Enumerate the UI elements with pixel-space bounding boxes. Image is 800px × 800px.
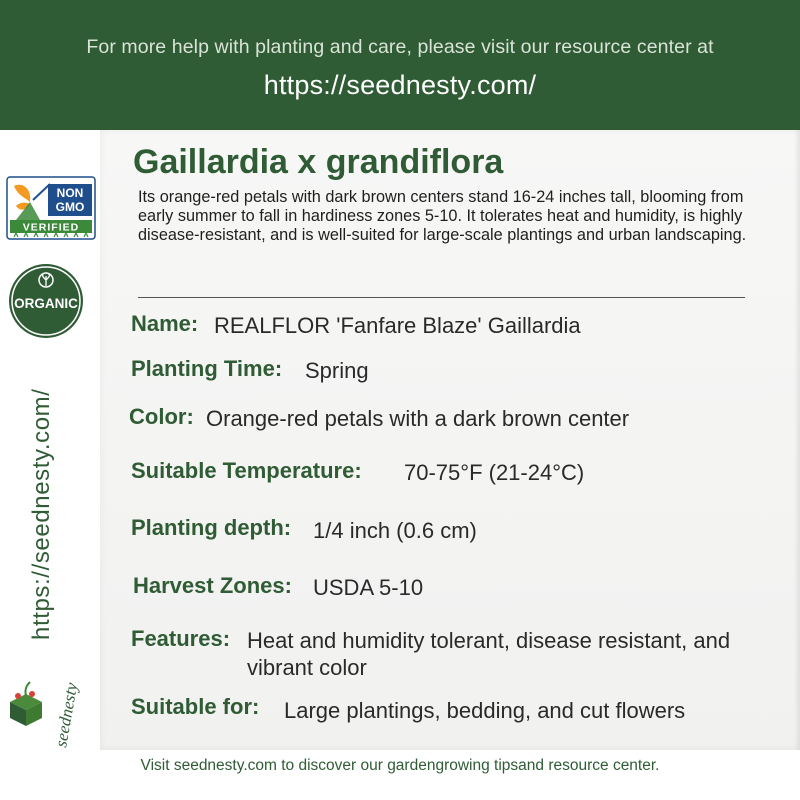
- seednesty-logo: [4, 660, 94, 750]
- field-label: Harvest Zones:: [133, 573, 292, 598]
- field-value: Heat and humidity tolerant, disease resistant, and vibrant color: [247, 628, 731, 680]
- nongmo-text-verified: VERIFIED: [22, 221, 80, 234]
- card-edge-shadow: [794, 130, 800, 750]
- field-value: Orange-red petals with a dark brown center: [206, 406, 630, 431]
- divider: [138, 297, 745, 298]
- organic-badge: [7, 262, 85, 340]
- nongmo-text-gmo: GMO: [55, 200, 85, 214]
- field-label: Planting depth:: [131, 515, 292, 540]
- field-label: Color:: [129, 404, 194, 429]
- top-banner: [0, 0, 800, 130]
- vertical-url-link[interactable]: https://seednesty.com/: [28, 388, 55, 640]
- brand-wordmark: seednesty: [51, 681, 82, 749]
- field-value: 70-75°F (21-24°C): [404, 460, 585, 485]
- field-label: Name:: [131, 311, 199, 336]
- banner-help-text: For more help with planting and care, please visit our resource center at: [86, 36, 714, 58]
- field-value: 1/4 inch (0.6 cm): [313, 518, 477, 543]
- field-label: Features:: [131, 626, 231, 651]
- field-value: Large plantings, bedding, and cut flowers: [284, 698, 686, 723]
- organic-text: ORGANIC: [14, 296, 78, 311]
- field-label: Planting Time:: [131, 356, 283, 381]
- field-label: Suitable for:: [131, 694, 260, 719]
- field-label: Suitable Temperature:: [131, 458, 362, 483]
- plant-box-icon: [10, 682, 42, 726]
- non-gmo-verified-badge: [6, 176, 96, 240]
- field-value: REALFLOR 'Fanfare Blaze' Gaillardia: [214, 313, 581, 338]
- product-description: Its orange-red petals with dark brown centers stand 16-24 inches tall, blooming from early summer to fall in hardiness zones 5-10. It tolerates heat and humidity, is highly disease-resistant, and is well-suited for large-scale plantings and urban landscaping.: [138, 188, 747, 245]
- banner-url-link[interactable]: https://seednesty.com/: [263, 70, 537, 100]
- field-value: USDA 5-10: [313, 575, 424, 600]
- field-value: Spring: [305, 358, 369, 383]
- footer-text: Visit seednesty.com to discover our gardengrowing tipsand resource center.: [140, 757, 660, 774]
- nongmo-text-non: NON: [56, 186, 84, 200]
- product-title: Gaillardia x grandiflora: [133, 143, 504, 181]
